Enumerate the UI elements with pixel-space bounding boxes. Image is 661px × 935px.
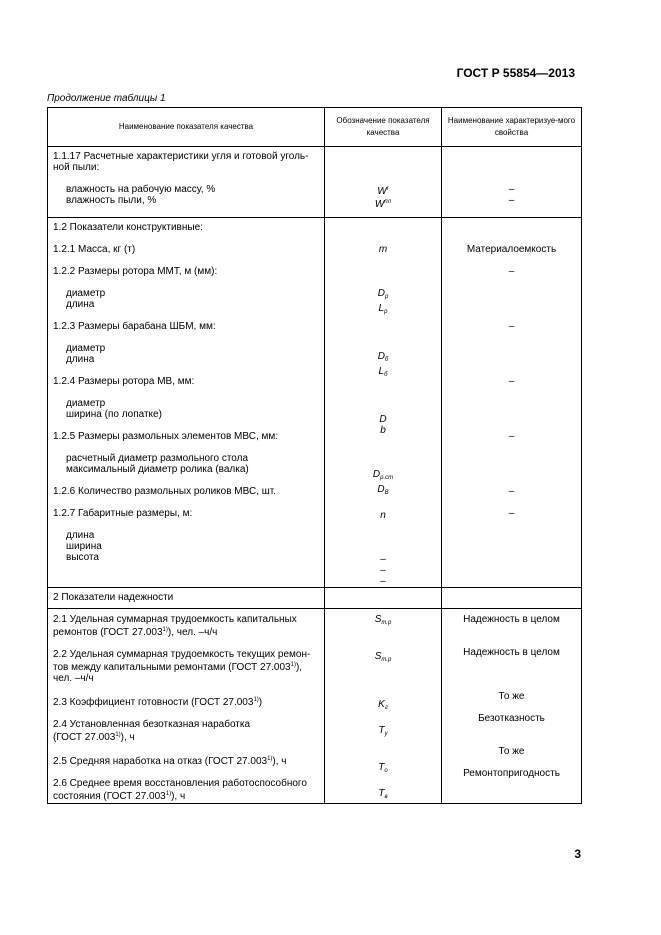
designation-symbol: $T_в$ bbox=[378, 788, 388, 800]
designation-symbol: $T_у$ bbox=[378, 725, 388, 737]
table-header-row bbox=[48, 108, 582, 147]
row-title: 2.2 Удельная суммарная трудоемкость текущих ремон- bbox=[53, 649, 311, 660]
row-item: максимальный диаметр ролика (валка) bbox=[66, 464, 249, 475]
row-title: состояния (ГОСТ 27.003$^{1)}$), ч bbox=[53, 791, 186, 802]
row-title: (ГОСТ 27.003$^{1)}$), ч bbox=[53, 732, 135, 743]
property-value: Надежность в целом bbox=[463, 647, 560, 658]
row-item: расчетный диаметр размольного стола bbox=[66, 453, 249, 464]
quality-indicators-table bbox=[47, 107, 582, 804]
row-item: диаметр bbox=[66, 398, 106, 409]
designation-symbol: $D_р$ bbox=[377, 288, 389, 300]
property-value: Ремонтопригодность bbox=[463, 768, 560, 779]
property-value: Надежность в целом bbox=[463, 614, 560, 625]
property-value: – bbox=[508, 184, 515, 195]
property-value: – bbox=[508, 266, 515, 277]
property-value: Материалоемкость bbox=[466, 244, 557, 255]
designation-symbol: D bbox=[379, 414, 387, 425]
row-title: 1.2.1 Масса, кг (т) bbox=[53, 244, 136, 255]
row-title: 1.2.7 Габаритные размеры, м: bbox=[53, 508, 193, 519]
property-value: – bbox=[508, 195, 515, 206]
row-title: 1.2.5 Размеры размольных элементов МВС, мм: bbox=[53, 431, 279, 442]
row-title: 2.5 Средняя наработка на отказ (ГОСТ 27.003$^{1)}$), ч bbox=[53, 756, 287, 767]
row-title: ремонтов (ГОСТ 27.003$^{1)}$), чел. –ч/ч bbox=[53, 627, 218, 638]
row-item: диаметр bbox=[66, 288, 106, 299]
row-title: 1.2.6 Количество размольных роликов МВС, шт. bbox=[53, 486, 277, 497]
designation-symbol: $L_б$ bbox=[378, 366, 388, 378]
row-item: длина bbox=[66, 299, 95, 310]
designation-symbol: $W^{пл}$ bbox=[374, 199, 392, 210]
row-title: 2 Показатели надежности bbox=[53, 592, 174, 603]
table-row bbox=[48, 609, 582, 804]
table-row bbox=[48, 218, 582, 588]
row-title: 1.2.3 Размеры барабана ШБМ, мм: bbox=[53, 321, 216, 332]
table-caption: Продолжение таблицы 1 bbox=[47, 93, 166, 104]
designation-symbol: $T_о$ bbox=[378, 762, 388, 774]
property-value: – bbox=[508, 486, 515, 497]
designation-symbol: $S_{т.р}$ bbox=[374, 651, 392, 663]
row-item: длина bbox=[66, 530, 95, 541]
property-value: – bbox=[508, 508, 515, 519]
designation-symbol: – bbox=[380, 565, 386, 576]
row-item: высота bbox=[66, 552, 99, 563]
property-value: – bbox=[508, 431, 515, 442]
property-value: – bbox=[508, 376, 515, 387]
designation-symbol: $S_{т.р}$ bbox=[374, 614, 392, 626]
document-number: ГОСТ Р 55854—2013 bbox=[456, 66, 575, 80]
row-title: 1.1.17 Расчетные характеристики угля и готовой уголь-ной пыли: bbox=[53, 151, 309, 173]
row-item: диаметр bbox=[66, 343, 106, 354]
designation-symbol: $D_{р.ст}$ bbox=[372, 469, 394, 481]
designation-symbol: $D_В$ bbox=[377, 484, 389, 496]
column-header-designation: Обозначение показателя качества bbox=[325, 108, 442, 147]
designation-symbol: n bbox=[380, 510, 386, 521]
designation-symbol: – bbox=[380, 554, 386, 565]
row-title: 1.2 Показатели конструктивные: bbox=[53, 222, 203, 233]
designation-symbol: m bbox=[378, 244, 388, 255]
row-title: 1.2.2 Размеры ротора ММТ, м (мм): bbox=[53, 266, 218, 277]
designation-symbol: $K_г$ bbox=[378, 699, 388, 711]
row-item: ширина (по лопатке) bbox=[66, 409, 162, 420]
table-row bbox=[48, 147, 582, 218]
designation-symbol: $L_р$ bbox=[378, 303, 388, 315]
page-number: 3 bbox=[574, 847, 581, 861]
column-header-property: Наименование характеризуе-мого свойства bbox=[442, 108, 582, 147]
row-title: 2.6 Среднее время восстановления работоспособного bbox=[53, 778, 307, 789]
row-title: 1.2.4 Размеры ротора МВ, мм: bbox=[53, 376, 195, 387]
row-item: влажность пыли, % bbox=[66, 195, 157, 206]
property-value: Безотказность bbox=[478, 713, 545, 724]
table-row bbox=[48, 588, 582, 609]
property-value: – bbox=[508, 321, 515, 332]
designation-symbol: b bbox=[380, 425, 386, 436]
property-value: То же bbox=[498, 746, 525, 757]
column-header-indicator-name: Наименование показателя качества bbox=[48, 108, 325, 147]
row-title: 2.4 Установленная безотказная наработка bbox=[53, 719, 251, 730]
row-title: 2.1 Удельная суммарная трудоемкость капитальных bbox=[53, 614, 297, 625]
row-title: чел. –ч/ч bbox=[53, 673, 94, 684]
designation-symbol: – bbox=[380, 576, 386, 587]
row-item: длина bbox=[66, 354, 95, 365]
property-value: То же bbox=[498, 691, 525, 702]
row-item: ширина bbox=[66, 541, 102, 552]
row-item: влажность на рабочую массу, % bbox=[66, 184, 216, 195]
row-title: 2.3 Коэффициент готовности (ГОСТ 27.003$^{1)}$) bbox=[53, 697, 263, 708]
designation-symbol: $W^r$ bbox=[377, 186, 389, 197]
designation-symbol: $D_б$ bbox=[377, 351, 389, 363]
row-title: тов между капитальными ремонтами (ГОСТ 27.003$^{1)}$), bbox=[53, 662, 303, 673]
